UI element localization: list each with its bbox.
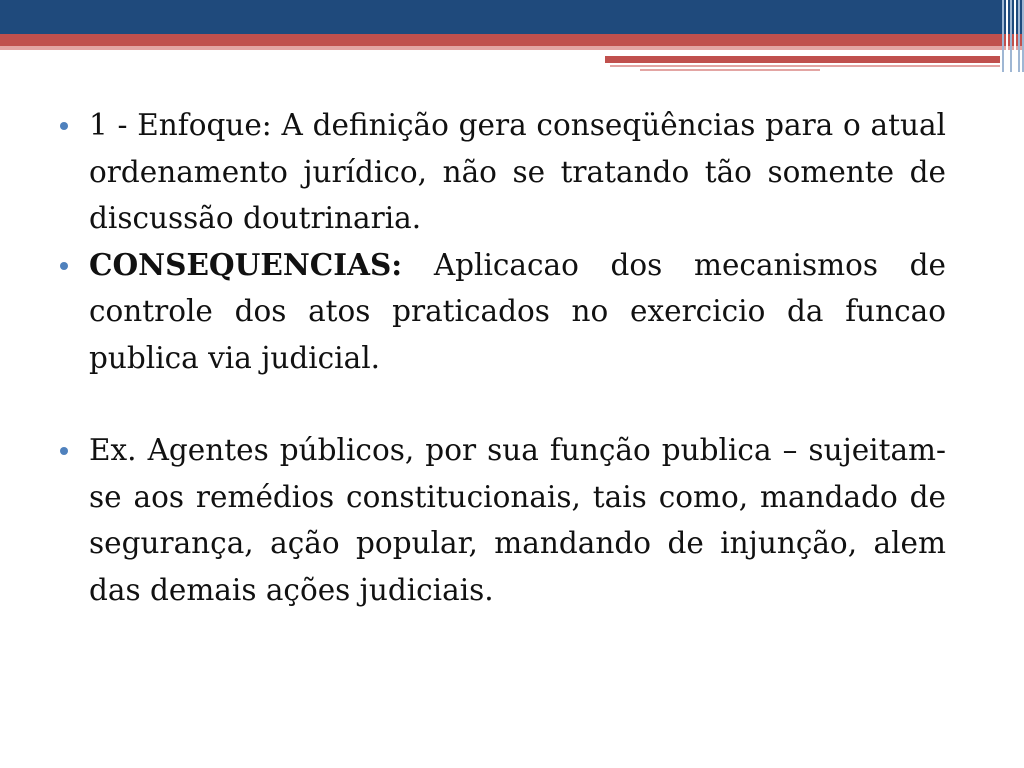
bullet-bold-label: CONSEQUENCIAS: — [89, 246, 403, 282]
bullet-text: Ex. Agentes públicos, por sua função publica – sujeitam-se aos remédios constitucionais, tais como, mandado de segurança, ação popular, mandando de injunção, alem das demais ações judiciais. — [89, 433, 946, 607]
bullet-dot-icon — [60, 262, 68, 270]
header-vertical-lines — [994, 0, 1024, 72]
bullet-text: Aplicacao dos mecanismos de controle dos atos praticados no exercicio da funcao publica via judicial. — [89, 247, 946, 375]
bullet-item — [58, 102, 946, 242]
header-accent-stripe — [605, 56, 1000, 63]
header-accent-stripe — [640, 69, 820, 71]
slide-header-decoration — [0, 0, 1024, 80]
bullet-dot-icon — [60, 122, 68, 130]
header-pink-band — [0, 46, 1024, 50]
bullet-item — [58, 242, 946, 382]
bullet-item — [58, 427, 946, 613]
header-accent-stripe — [610, 65, 1000, 67]
bullet-dot-icon — [60, 447, 68, 455]
header-blue-band — [0, 0, 1024, 34]
bullet-text: 1 - Enfoque: A definição gera conseqüências para o atual ordenamento jurídico, não se tratando tão somente de discussão doutrinaria. — [89, 108, 946, 235]
slide-body — [58, 102, 946, 613]
header-red-band — [0, 34, 1024, 46]
